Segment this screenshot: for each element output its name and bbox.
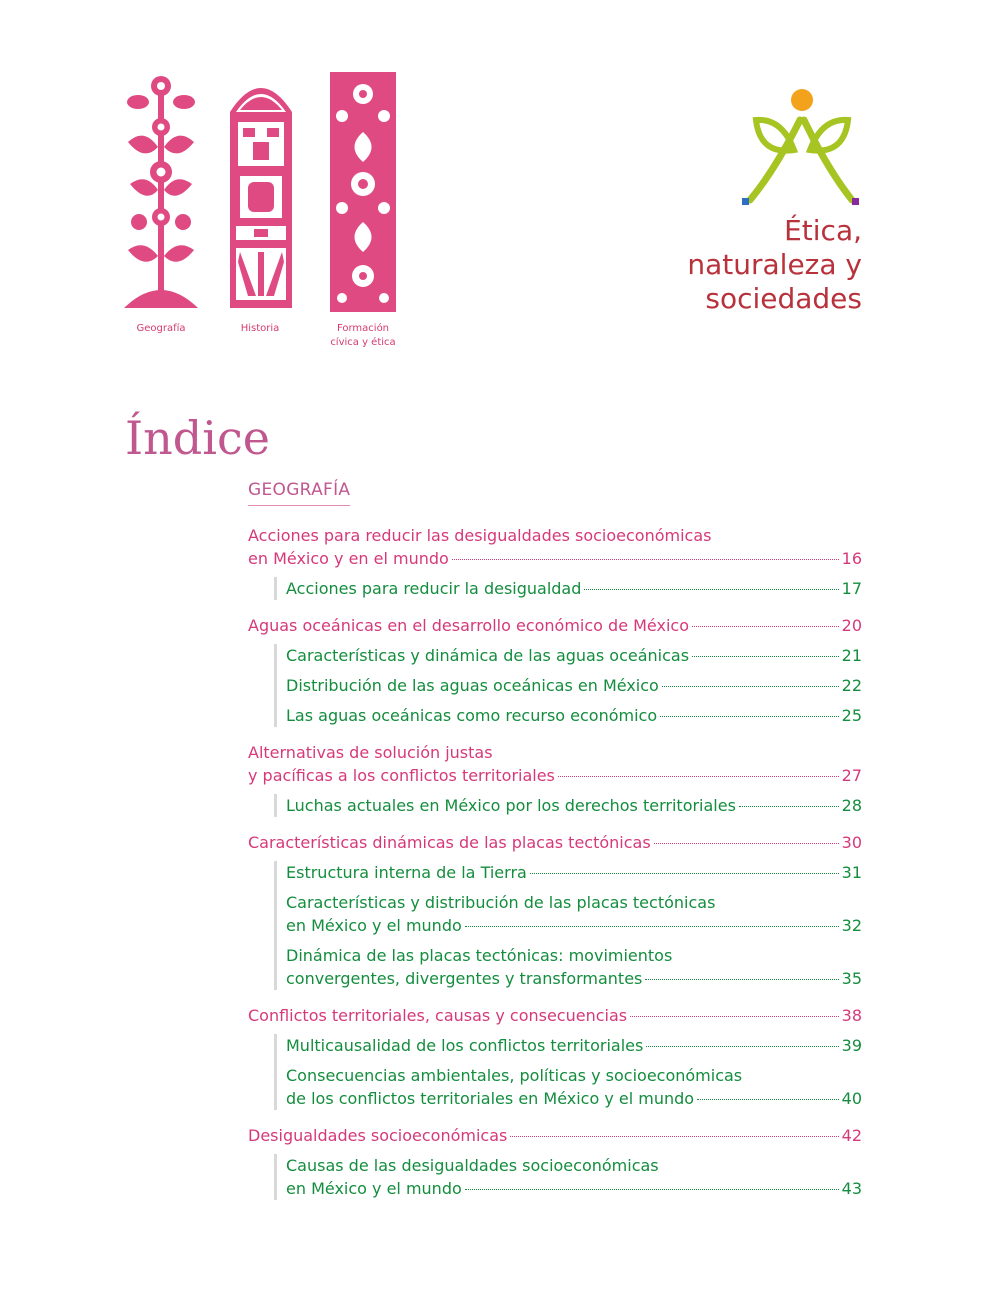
chapter-entry-title-line: Alternativas de solución justas [248, 743, 493, 762]
subtopic-entry[interactable] [286, 644, 862, 667]
dot-leader [558, 776, 839, 777]
section-title: GEOGRAFÍA [248, 480, 350, 506]
subtopic-entry[interactable] [286, 704, 862, 727]
subtopic-list [274, 794, 862, 817]
page-number: 21 [841, 646, 862, 665]
subtopic-entry-title-line: Características y dinámica de las aguas oceánicas [286, 646, 690, 665]
dot-leader [530, 873, 839, 874]
dot-leader [646, 1046, 838, 1047]
subtopic-entry[interactable] [286, 794, 862, 817]
page-number: 25 [841, 706, 862, 725]
subject-title-line: naturaleza y [687, 248, 862, 281]
subtopic-entry-title-line: en México y el mundo [286, 1179, 462, 1198]
pillar-label-line: Geografía [136, 323, 186, 334]
page-number: 32 [841, 916, 862, 935]
dot-leader [630, 1016, 839, 1017]
page-number: 16 [841, 549, 862, 568]
chapter-entry[interactable] [248, 1124, 862, 1147]
page-number: 38 [841, 1006, 862, 1025]
page-number: 28 [841, 796, 862, 815]
pillar-label-line: Formación [336, 323, 390, 334]
index-title: Índice [125, 410, 270, 465]
pillar-label-formacion [318, 322, 408, 350]
subtopic-entry[interactable] [286, 674, 862, 697]
toc-chapter [248, 614, 862, 727]
toc-chapter [248, 741, 862, 817]
dot-leader [584, 589, 838, 590]
subtopic-entry-title-line: Acciones para reducir la desigualdad [286, 579, 582, 598]
chapter-entry-title-line: Características dinámicas de las placas tectónicas [248, 833, 651, 852]
subtopic-list [274, 861, 862, 990]
toc-chapter [248, 1004, 862, 1110]
subtopic-entry-title-line: Multicausalidad de los conflictos territoriales [286, 1036, 644, 1055]
subtopic-entry-title-line: Estructura interna de la Tierra [286, 863, 527, 882]
toc-chapter [248, 831, 862, 990]
page-number: 17 [841, 579, 862, 598]
subtopic-list [274, 1154, 862, 1200]
table-of-contents [248, 524, 862, 1214]
chapter-entry-title-line: Conflictos territoriales, causas y consecuencias [248, 1006, 628, 1025]
chapter-entry[interactable] [248, 614, 862, 637]
subtopic-entry-title-line: Dinámica de las placas tectónicas: movimientos [286, 946, 673, 965]
chapter-entry-title-line: Acciones para reducir las desigualdades socioeconómicas [248, 526, 712, 545]
chapter-entry[interactable] [248, 524, 862, 570]
pillar-label-geografia [120, 322, 202, 336]
dot-leader [739, 806, 839, 807]
subtopic-entry[interactable] [286, 1064, 862, 1110]
page-number: 42 [841, 1126, 862, 1145]
page-number: 30 [841, 833, 862, 852]
subtopic-entry-title-line: Luchas actuales en México por los derechos territoriales [286, 796, 736, 815]
pillar-label-line: cívica y ética [330, 337, 396, 348]
page-number: 20 [841, 616, 862, 635]
subtopic-entry[interactable] [286, 861, 862, 884]
subtopic-entry-title-line: Distribución de las aguas oceánicas en México [286, 676, 659, 695]
dot-leader [465, 926, 839, 927]
subtopic-entry-title-line: Características y distribución de las placas tectónicas [286, 893, 716, 912]
dot-leader [697, 1099, 839, 1100]
page-number: 39 [841, 1036, 862, 1055]
page-number: 43 [841, 1179, 862, 1198]
subject-title [602, 214, 862, 316]
page-number: 31 [841, 863, 862, 882]
chapter-entry[interactable] [248, 831, 862, 854]
page-number: 35 [841, 969, 862, 988]
subtopic-entry[interactable] [286, 577, 862, 600]
subtopic-entry[interactable] [286, 944, 862, 990]
chapter-entry[interactable] [248, 1004, 862, 1027]
dot-leader [662, 686, 839, 687]
pillar-label-historia [218, 322, 302, 336]
chapter-entry-title-line: Aguas oceánicas en el desarrollo económico de México [248, 616, 689, 635]
dot-leader [692, 656, 839, 657]
floral-column-icon [330, 72, 396, 312]
toc-chapter [248, 1124, 862, 1200]
page-number: 27 [841, 766, 862, 785]
pillar-label-line: Historia [240, 323, 280, 334]
dot-leader [510, 1136, 838, 1137]
totem-figure-icon [226, 72, 296, 312]
dot-leader [692, 626, 839, 627]
subtopic-entry-title-line: de los conflictos territoriales en México y el mundo [286, 1089, 695, 1108]
page-number: 40 [841, 1089, 862, 1108]
subtopic-entry-title-line: Las aguas oceánicas como recurso económico [286, 706, 658, 725]
chapter-entry-title-line: Desigualdades socioeconómicas [248, 1126, 508, 1145]
subtopic-list [274, 577, 862, 600]
chapter-entry-title-line: en México y en el mundo [248, 549, 449, 568]
dot-leader [452, 559, 839, 560]
dot-leader [465, 1189, 839, 1190]
subtopic-list [274, 644, 862, 727]
subtopic-entry-title-line: Causas de las desigualdades socioeconómicas [286, 1156, 659, 1175]
subject-title-line: sociedades [705, 282, 862, 315]
subtopic-list [274, 1034, 862, 1110]
subject-title-line: Ética, [784, 214, 862, 247]
subtopic-entry[interactable] [286, 1034, 862, 1057]
subtopic-entry-title-line: convergentes, divergentes y transformantes [286, 969, 643, 988]
dot-leader [654, 843, 839, 844]
chapter-entry-title-line: y pacíficas a los conflictos territoriales [248, 766, 555, 785]
subtopic-entry-title-line: Consecuencias ambientales, políticas y socioeconómicas [286, 1066, 743, 1085]
chapter-entry[interactable] [248, 741, 862, 787]
dot-leader [660, 716, 839, 717]
subtopic-entry-title-line: en México y el mundo [286, 916, 462, 935]
toc-chapter [248, 524, 862, 600]
page-number: 22 [841, 676, 862, 695]
subtopic-entry[interactable] [286, 891, 862, 937]
subtopic-entry[interactable] [286, 1154, 862, 1200]
dot-leader [645, 979, 838, 980]
plant-figure-logo [730, 80, 870, 210]
floral-pillar-icon [124, 72, 198, 312]
